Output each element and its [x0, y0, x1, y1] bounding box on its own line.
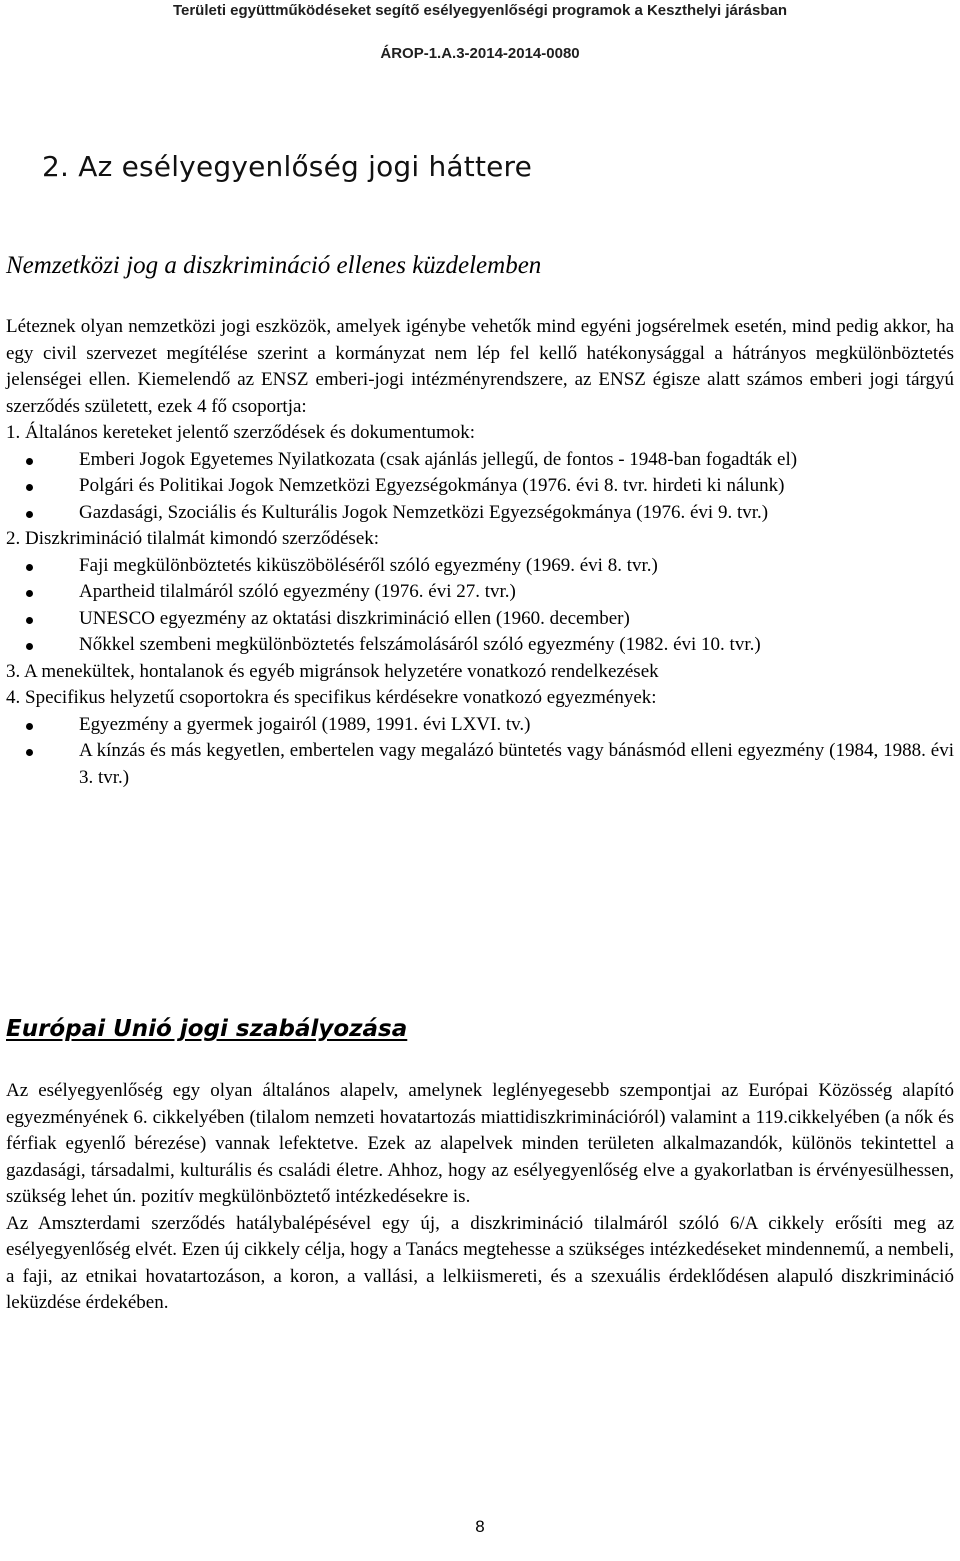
bullet-icon [26, 617, 33, 624]
list-item: Nőkkel szembeni megkülönböztetés felszámolásáról szóló egyezmény (1982. évi 10. tvr.) [6, 632, 954, 659]
list-item: Emberi Jogok Egyetemes Nyilatkozata (csak ajánlás jellegű, de fontos - 1948-ban fogadták el) [6, 447, 954, 474]
bullet-icon [26, 511, 33, 518]
bullet-icon [26, 484, 33, 491]
list-item: Gazdasági, Szociális és Kulturális Jogok Nemzetközi Egyezségokmánya (1976. évi 9. tvr.) [6, 500, 954, 527]
intl-law-heading: Nemzetközi jog a diszkrimináció ellenes küzdelemben [6, 252, 542, 279]
list-item: Apartheid tilalmáról szóló egyezmény (1976. évi 27. tvr.) [6, 579, 954, 606]
section-title: 2. Az esélyegyenlőség jogi háttere [42, 150, 533, 183]
group-1-list [6, 447, 954, 527]
intl-intro-paragraph: Léteznek olyan nemzetközi jogi eszközök, amelyek igénybe vehetők mind egyéni jogsérelmek esetén, mind pedig akkor, ha egy civil szervezet megítélése szerint a kormányzat nem lép fel kellő hatékonysággal a hátrányos megkülönböztetés jelenségei ellen. Kiemelendő az ENSZ emberi-jogi intézményrendszere, az ENSZ égisze alatt számos emberi jogi tárgyú szerződés született, ezek 4 fő csoportja: [6, 316, 954, 417]
bullet-icon [26, 590, 33, 597]
bullet-icon [26, 723, 33, 730]
bullet-icon [26, 458, 33, 465]
group-2-list [6, 553, 954, 659]
list-item: Polgári és Politikai Jogok Nemzetközi Egyezségokmánya (1976. évi 8. tvr. hirdeti ki nálunk) [6, 473, 954, 500]
eu-paragraph-1: Az esélyegyenlőség egy olyan általános alapelv, amelynek leglényegesebb szempontjai az Európai Közösség alapító egyezményének 6. cikkelyében (tilalom nemzeti hovatartozás miattidiszkriminációról) valamint a 119.cikkelyében (a nők és férfiak egyenlő bérezése) vannak lefektetve. Ezek az alapelvek minden területen alkalmazandók, különös tekintettel a gazdasági, társadalmi, kulturális és családi életre. Ahhoz, hogy az esélyegyenlőség elve a gyakorlatban is érvényesülhessen, szükség lehet ún. pozitív megkülönböztető intézkedésekre is. [6, 1080, 954, 1207]
eu-paragraph-2: Az Amszterdami szerződés hatálybalépésével egy új, a diszkrimináció tilalmáról szóló 6/A cikkely erősíti meg az esélyegyenlőség elvét. Ezen új cikkely célja, hogy a Tanács megtehesse a szükséges intézkedéseket mindennemű, a nembeli, a faji, az etnikai hovatartozáson, a koron, a vallási, a lelkiismereti, és a szexuális érdeklődésen alapuló diszkrimináció leküzdése érdekében. [6, 1212, 954, 1313]
eu-law-heading: Európai Unió jogi szabályozása [6, 1016, 408, 1042]
header-program-title: Területi együttműködéseket segítő esélyegyenlőségi programok a Keszthelyi járásban [172, 2, 788, 19]
group-4-title: 4. Specifikus helyzetű csoportokra és specifikus kérdésekre vonatkozó egyezmények: [6, 687, 657, 708]
bullet-icon [26, 564, 33, 571]
bullet-icon [26, 749, 33, 756]
list-item: Egyezmény a gyermek jogairól (1989, 1991. évi LXVI. tv.) [6, 712, 954, 739]
header-project-code: ÁROP-1.A.3-2014-2014-0080 [380, 45, 580, 62]
group-4-list [6, 712, 954, 792]
intl-law-body [6, 314, 954, 791]
group-1-title: 1. Általános kereteket jelentő szerződések és dokumentumok: [6, 422, 476, 443]
list-item: UNESCO egyezmény az oktatási diszkrimináció ellen (1960. december) [6, 606, 954, 633]
page-number: 8 [475, 1517, 485, 1536]
list-item: A kínzás és más kegyetlen, embertelen vagy megalázó büntetés vagy bánásmód elleni egyezmény (1984, 1988. évi 3. tvr.) [6, 738, 954, 791]
group-3-title: 3. A menekültek, hontalanok és egyéb migránsok helyzetére vonatkozó rendelkezések [6, 660, 659, 682]
list-item: Faji megkülönböztetés kiküszöböléséről szóló egyezmény (1969. évi 8. tvr.) [6, 553, 954, 580]
bullet-icon [26, 643, 33, 650]
group-2-title: 2. Diszkrimináció tilalmát kimondó szerződések: [6, 528, 380, 549]
eu-law-body [6, 1078, 954, 1317]
